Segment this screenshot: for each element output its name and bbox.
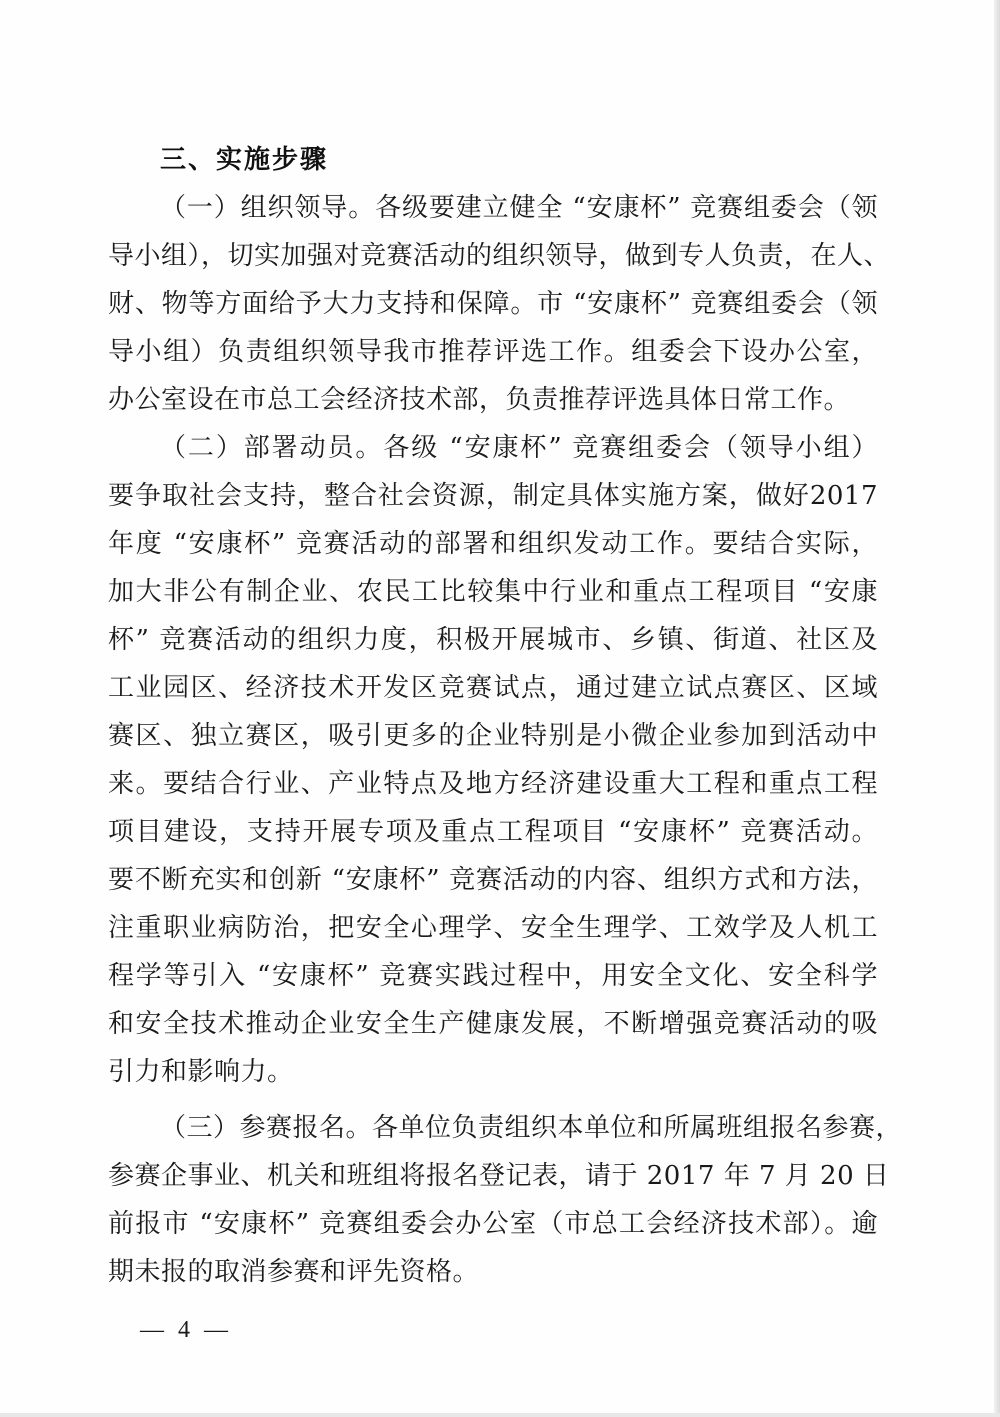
- text-line: 办公室设在市总工会经济技术部，负责推荐评选具体日常工作。: [108, 385, 851, 415]
- text-line: 和安全技术推动企业安全生产健康发展，不断增强竞赛活动的吸: [108, 1009, 878, 1039]
- text-line: （一）组织领导。各级要建立健全 “安康杯” 竞赛组委会（领: [160, 193, 878, 223]
- text-line: 注重职业病防治，把安全心理学、安全生理学、工效学及人机工: [108, 913, 878, 943]
- text-line: 引力和影响力。: [108, 1057, 294, 1087]
- text-line: （三）参赛报名。各单位负责组织本单位和所属班组报名参赛，: [160, 1113, 903, 1143]
- section-heading: 三、实施步骤: [160, 145, 329, 175]
- scan-bottom-shadow: [0, 1413, 1000, 1417]
- text-line: 加大非公有制企业、农民工比较集中行业和重点工程项目 “安康: [108, 577, 878, 607]
- text-line: 要不断充实和创新 “安康杯” 竞赛活动的内容、组织方式和方法，: [108, 865, 878, 895]
- page-number: — 4 —: [140, 1317, 232, 1343]
- text-line: 参赛企事业、机关和班组将报名登记表，请于 2017 年 7 月 20 日: [108, 1161, 890, 1191]
- text-line: 年度 “安康杯” 竞赛活动的部署和组织发动工作。要结合实际，: [108, 529, 878, 559]
- text-line: 导小组）负责组织领导我市推荐评选工作。组委会下设办公室，: [108, 337, 878, 367]
- text-line: 导小组），切实加强对竞赛活动的组织领导，做到专人负责，在人、: [108, 241, 891, 271]
- text-line: 前报市 “安康杯” 竞赛组委会办公室（市总工会经济技术部）。逾: [108, 1209, 878, 1239]
- text-line: 期未报的取消参赛和评先资格。: [108, 1257, 480, 1287]
- text-line: 程学等引入 “安康杯” 竞赛实践过程中，用安全文化、安全科学: [108, 961, 878, 991]
- text-line: （二）部署动员。各级 “安康杯” 竞赛组委会（领导小组）: [160, 433, 878, 463]
- text-line: 财、物等方面给予大力支持和保障。市 “安康杯” 竞赛组委会（领: [108, 289, 878, 319]
- scan-edge-shadow: [994, 0, 1000, 1417]
- text-line: 来。要结合行业、产业特点及地方经济建设重大工程和重点工程: [108, 769, 878, 799]
- text-line: 要争取社会支持，整合社会资源，制定具体实施方案，做好2017: [108, 481, 878, 511]
- text-line: 工业园区、经济技术开发区竞赛试点，通过建立试点赛区、区域: [108, 673, 878, 703]
- text-line: 杯” 竞赛活动的组织力度，积极开展城市、乡镇、街道、社区及: [108, 625, 878, 655]
- text-line: 项目建设，支持开展专项及重点工程项目 “安康杯” 竞赛活动。: [108, 817, 878, 847]
- text-line: 赛区、独立赛区，吸引更多的企业特别是小微企业参加到活动中: [108, 721, 878, 751]
